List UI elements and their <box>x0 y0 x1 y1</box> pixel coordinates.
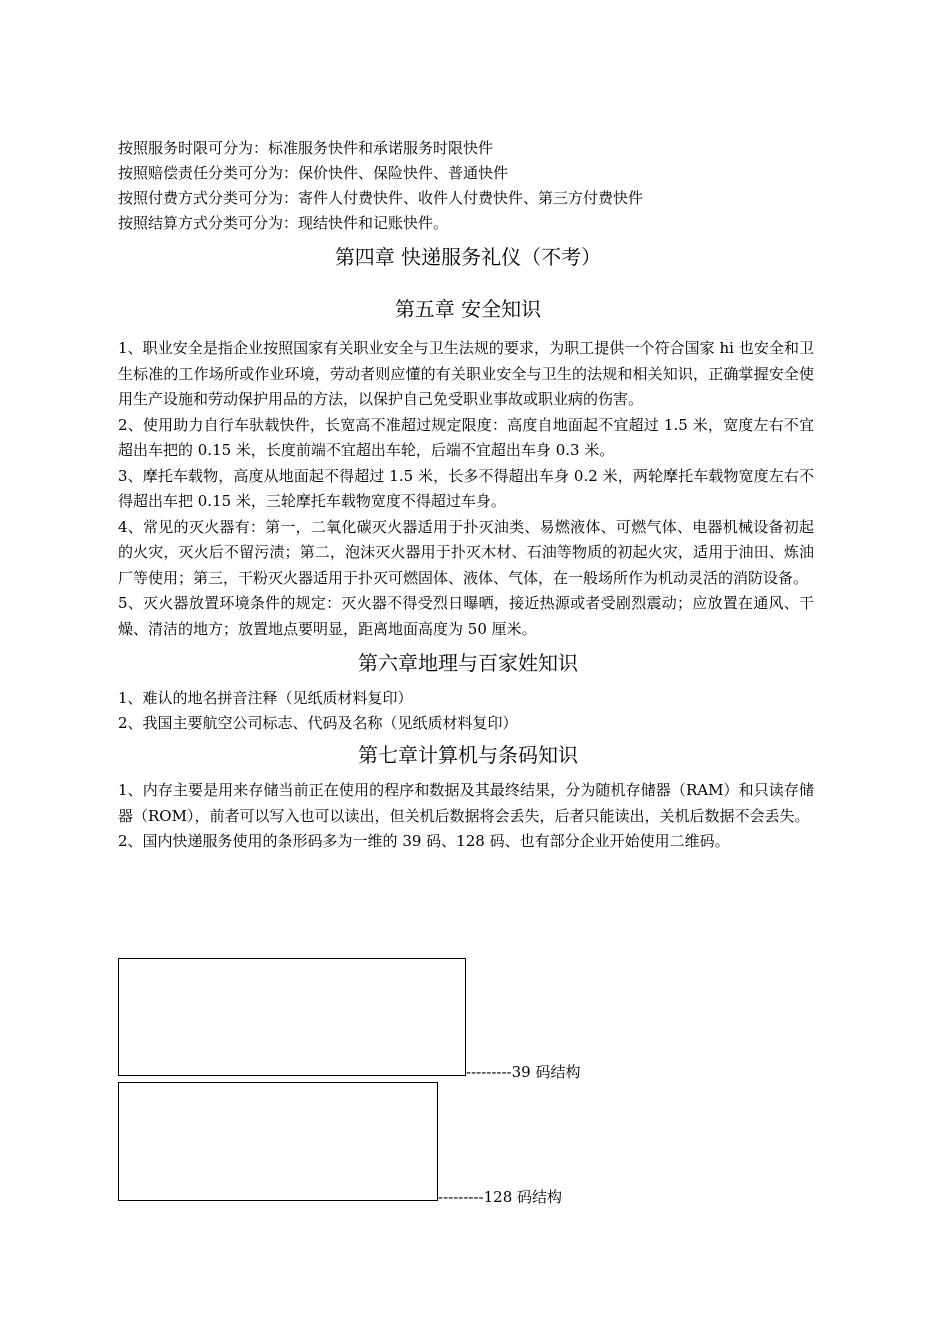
document-body <box>118 136 818 855</box>
chapter5-paragraph: 5、灭火器放置环境条件的规定：灭火器不得受烈日曝晒，接近热源或者受剧烈震动；应放置在通风、干燥、清洁的地方；放置地点要明显，距离地面高度为 50 厘米。 <box>118 594 814 638</box>
figure-128-caption: ---------128 码结构 <box>438 1188 563 1206</box>
chapter6-title: 第六章地理与百家姓知识 <box>358 651 578 675</box>
chapter5-paragraph: 2、使用助力自行车驮载快件，长宽高不准超过规定限度：高度自地面起不宜超过 1.5 米，宽度左右不宜超出车把的 0.15 米，长度前端不宜超出车轮，后端不宜超出车身 0.3 米。 <box>118 415 814 459</box>
barcode-39-image-frame <box>118 958 466 1076</box>
chapter5-paragraph: 1、职业安全是指企业按照国家有关职业安全与卫生法规的要求，为职工提供一个符合国家 hi 也安全和卫生标准的工作场所或作业环境，劳动者则应懂的有关职业安全与卫生的法规和相关知识，正确掌握安全使用生产设施和劳动保护用品的方法，以保护自己免受职业事故或职业病的伤害。 <box>118 339 814 408</box>
chapter5-paragraph: 4、常见的灭火器有：第一，二氧化碳灭火器适用于扑灭油类、易燃液体、可燃气体、电器机械设备初起的火灾，灭火后不留污渍；第二，泡沫灭火器用于扑灭木材、石油等物质的初起火灾，适用于油田、炼油厂等使用；第三，干粉灭火器适用于扑灭可燃固体、液体、气体，在一般场所作为机动灵活的消防设备。 <box>118 517 814 587</box>
chapter7-paragraph: 1、内存主要是用来存储当前正在使用的程序和数据及其最终结果，分为随机存储器（RAM）和只读存储器（ROM），前者可以写入也可以读出，但关机后数据将会丢失，后者只能读出，关机后数据不会丢失。 <box>118 781 814 825</box>
barcode-128-image-frame <box>118 1082 438 1201</box>
chapter6-item: 1、难认的地名拼音注释（见纸质材料复印） <box>118 689 413 707</box>
chapter7-paragraph: 2、国内快递服务使用的条形码多为一维的 39 码、128 码、也有部分企业开始使用二维码。 <box>118 832 730 850</box>
classification-line: 按照赔偿责任分类可分为：保价快件、保险快件、普通快件 <box>118 164 509 182</box>
classification-line: 按照服务时限可分为：标准服务快件和承诺服务时限快件 <box>118 139 494 157</box>
chapter5-paragraph: 3、摩托车载物，高度从地面起不得超过 1.5 米，长多不得超出车身 0.2 米，两轮摩托车载物宽度左右不得超出车把 0.15 米，三轮摩托车载物宽度不得超过车身。 <box>118 466 814 510</box>
classification-line: 按照付费方式分类可分为：寄件人付费快件、收件人付费快件、第三方付费快件 <box>118 189 644 207</box>
chapter5-title: 第五章 安全知识 <box>394 297 542 321</box>
chapter6-item: 2、我国主要航空公司标志、代码及名称（见纸质材料复印） <box>118 714 518 732</box>
chapter4-title: 第四章 快递服务礼仪（不考） <box>334 245 602 269</box>
figure-39-caption: ---------39 码结构 <box>466 1063 581 1081</box>
chapter7-title: 第七章计算机与条码知识 <box>358 743 578 767</box>
classification-line: 按照结算方式分类可分为：现结快件和记账快件。 <box>118 214 449 232</box>
